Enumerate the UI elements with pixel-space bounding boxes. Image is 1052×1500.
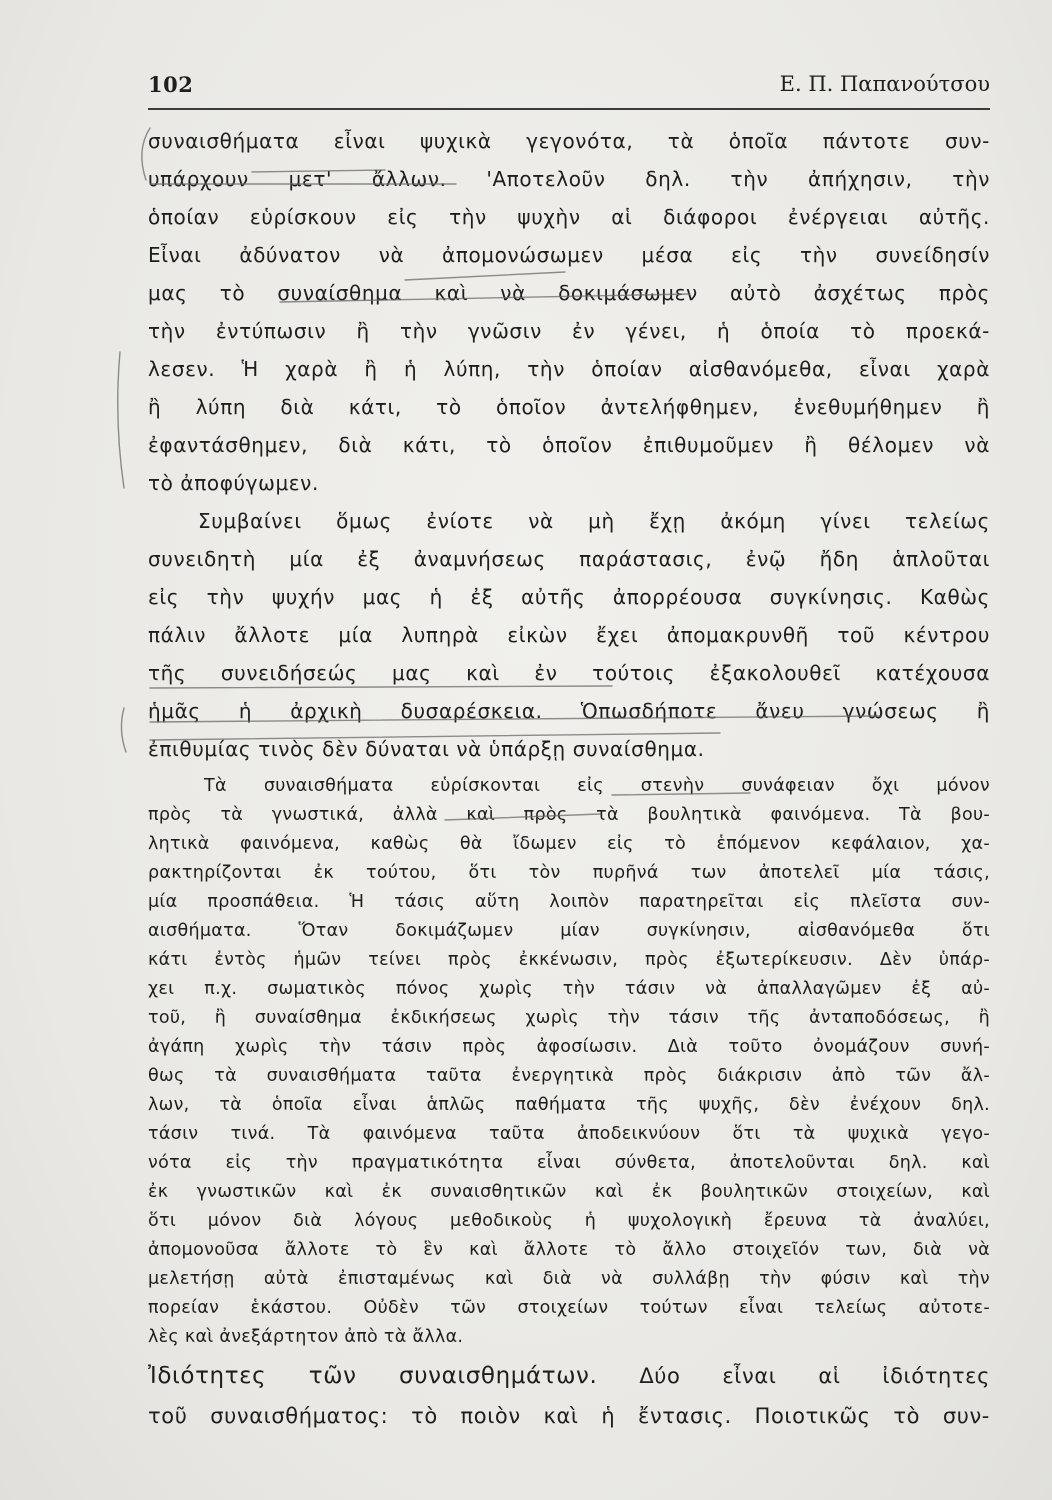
text-line: Τὰ συναισθήματα εὑρίσκονται εἰς στενὴν συνάφειαν ὄχι μόνον [204,776,990,796]
paragraph-2 [148,502,990,768]
text-line: ἐπιθυμίας τινὸς δὲν δύναται νὰ ὑπάρξῃ συναίσθημα. [148,737,705,761]
page-number: 102 [148,72,194,97]
text-line: θως τὰ συναισθήματα ταῦτα ἐνεργητικὰ πρὸς διάκρισιν ἀπὸ τῶν ἄλ- [148,1066,990,1086]
text-line: ἀπομονοῦσα ἄλλοτε τὸ ἓν καὶ ἄλλοτε τὸ ἄλλο στοιχεῖόν των, διὰ νὰ [148,1240,990,1260]
text-line: λων, τὰ ὁποῖα εἶναι ἁπλῶς παθήματα τῆς ψυχῆς, δὲν ἐνέχουν δηλ. [148,1095,990,1115]
text-line: τοῦ συναισθήματος: τὸ ποιὸν καὶ ἡ ἔντασις. Ποιοτικῶς τὸ συν- [148,1404,990,1428]
paragraph-1 [148,122,990,502]
text-line: ἡμᾶς ἡ ἀρχικὴ δυσαρέσκεια. Ὁπωσδήποτε ἄνευ γνώσεως ἢ [148,699,990,723]
paragraph-3-small-print [148,772,990,1352]
text-line: συνειδητὴ μία ἐξ ἀναμνήσεως παράστασις, ἐνῷ ἤδη ἁπλοῦται [148,547,990,571]
text-line: Εἶναι ἀδύνατον νὰ ἀπομονώσωμεν μέσα εἰς τὴν συνείδησίν [148,243,990,267]
text-line: ἐφαντάσθημεν, διὰ κάτι, τὸ ὁποῖον ἐπιθυμοῦμεν ἢ θέλομεν νὰ [148,433,990,457]
text-line: ἢ λύπη διὰ κάτι, τὸ ὁποῖον ἀντελήφθημεν, ἐνεθυμήθημεν ἢ [148,395,990,419]
text-line: λητικὰ φαινόμενα, καθὼς θὰ ἴδωμεν εἰς τὸ ἑπόμενον κεφάλαιον, χα- [148,834,990,854]
text-line: Συμβαίνει ὅμως ἐνίοτε νὰ μὴ ἔχῃ ἀκόμη γίνει τελείως [198,509,990,533]
text-line: συναισθήματα εἶναι ψυχικὰ γεγονότα, τὰ ὁποῖα πάντοτε συν- [148,129,990,153]
page-header [148,72,990,110]
text-line: πορείαν ἑκάστου. Οὐδὲν τῶν στοιχείων τούτων εἶναι τελείως αὐτοτε- [148,1298,990,1318]
text-line: τάσιν τινά. Τὰ φαινόμενα ταῦτα ἀποδεικνύουν ὅτι τὰ ψυχικὰ γεγο- [148,1124,990,1144]
text-line: τῆς συνειδήσεώς μας καὶ ἐν τούτοις ἐξακολουθεῖ κατέχουσα [148,661,990,685]
text-line: λεσεν. Ἡ χαρὰ ἢ ἡ λύπη, τὴν ὁποίαν αἰσθανόμεθα, εἶναι χαρὰ [148,357,990,381]
running-head: Ε. Π. Παπανούτσου [779,72,990,96]
section-first-line [148,1356,990,1396]
section-heading: Ἰδιότητες τῶν συναισθημάτων. [148,1363,598,1389]
text-line: μία προσπάθεια. Ἡ τάσις αὕτη λοιπὸν παρατηρεῖται εἰς πλεῖστα συν- [148,892,990,912]
text-line: νότα εἰς τὴν πραγματικότητα εἶναι σύνθετα, ἀποτελοῦνται δηλ. καὶ [148,1153,990,1173]
text-line: ἐκ γνωστικῶν καὶ ἐκ συναισθητικῶν καὶ ἐκ βουλητικῶν στοιχείων, καὶ [148,1182,990,1202]
text-line: πρὸς τὰ γνωστικά, ἀλλὰ καὶ πρὸς τὰ βουλητικὰ φαινόμενα. Τὰ βου- [148,805,990,825]
text-line: πάλιν ἄλλοτε μία λυπηρὰ εἰκὼν ἔχει ἀπομακρυνθῆ τοῦ κέντρου [148,623,990,647]
text-line: ὅτι μόνον διὰ λόγους μεθοδικοὺς ἡ ψυχολογικὴ ἔρευνα τὰ ἀναλύει, [148,1211,990,1231]
text-line: μελετήσῃ αὐτὰ ἐπισταμένως καὶ διὰ νὰ συλλάβῃ τὴν φύσιν καὶ τὴν [148,1269,990,1289]
pencil-margin-line [121,708,126,752]
body-text [148,122,990,1436]
pencil-margin-line [118,352,124,488]
text-line: μας τὸ συναίσθημα καὶ νὰ δοκιμάσωμεν αὐτὸ ἀσχέτως πρὸς [148,281,990,305]
text-line: υπάρχουν μετ' ἄλλων. 'Αποτελοῦν δηλ. τὴν ἀπήχησιν, τὴν [148,167,990,191]
section-text: Δύο εἶναι αἱ ἰδιότητες [639,1364,990,1388]
text-line: τοῦ, ἢ συναίσθημα ἐκδικήσεως χωρὶς τὴν τάσιν τῆς ἀνταποδόσεως, ἢ [148,1008,990,1028]
text-line: λὲς καὶ ἀνεξάρτητον ἀπὸ τὰ ἄλλα. [148,1327,464,1347]
text-line: εἰς τὴν ψυχήν μας ἡ ἐξ αὐτῆς ἀπορρέουσα συγκίνησις. Καθὼς [148,585,990,609]
text-line: χει π.χ. σωματικὸς πόνος χωρὶς τὴν τάσιν νὰ ἀπαλλαγῶμεν ἐξ αὐ- [148,979,990,999]
section-properties [148,1356,990,1436]
text-line: ρακτηρίζονται ἐκ τούτου, ὅτι τὸν πυρῆνά των ἀποτελεῖ μία τάσις, [148,863,990,883]
text-line: τὸ ἀποφύγωμεν. [148,471,319,495]
text-line: ἀγάπη χωρὶς τὴν τάσιν πρὸς ἀφοσίωσιν. Διὰ τοῦτο ὀνομάζουν συνή- [148,1037,990,1057]
text-line: αισθήματα. Ὅταν δοκιμάζωμεν μίαν συγκίνησιν, αἰσθανόμεθα ὅτι [148,921,990,941]
text-line: ὁποίαν εὑρίσκουν εἰς τὴν ψυχὴν αἱ διάφοροι ἐνέργειαι αὐτῆς. [148,205,990,229]
text-line: τὴν ἐντύπωσιν ἢ τὴν γνῶσιν ἐν γένει, ἡ ὁποία τὸ προεκά- [148,319,990,343]
text-line: κάτι ἐντὸς ἡμῶν τείνει πρὸς ἐκκένωσιν, πρὸς ἐξωτερίκευσιν. Δὲν ὑπάρ- [148,950,990,970]
